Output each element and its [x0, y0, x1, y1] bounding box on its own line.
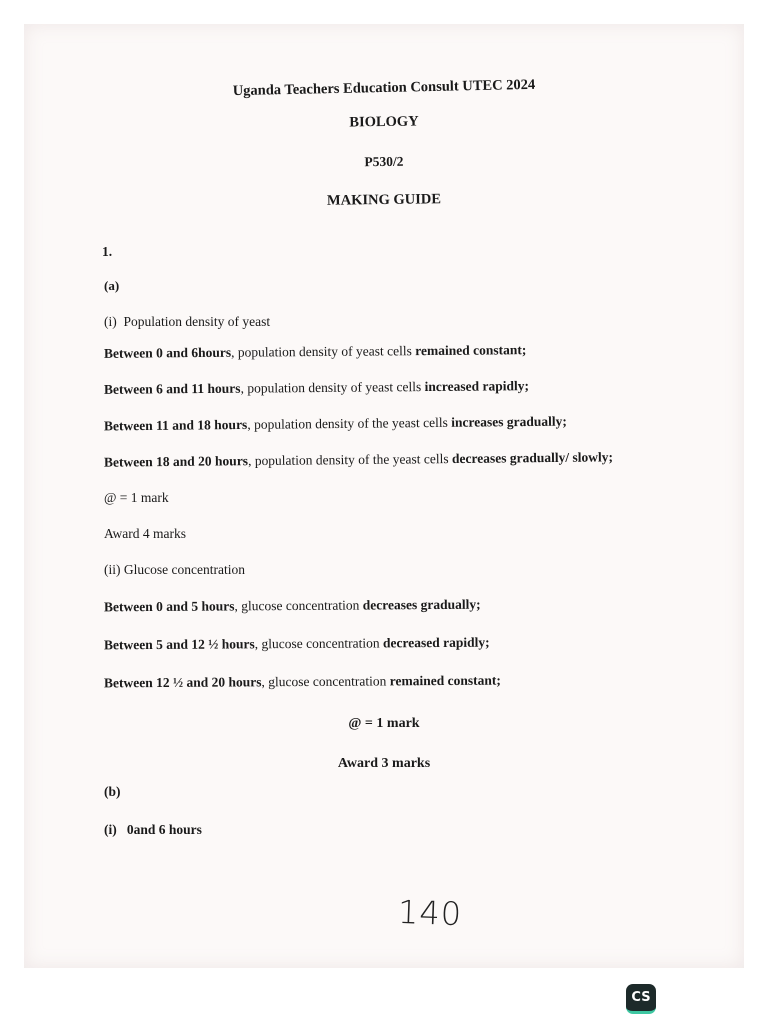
camscanner-logo-icon: CS — [626, 984, 656, 1014]
mark-note-centered: @ = 1 mark — [348, 716, 420, 731]
part-b-label: (b) — [104, 784, 121, 799]
organization-title: Uganda Teachers Education Consult UTEC 2024 — [232, 76, 536, 100]
question-number: 1. — [102, 244, 113, 259]
award-marks-centered: Award 3 marks — [337, 756, 431, 771]
part-b-i-label: (i) 0and 6 hours — [104, 822, 202, 837]
part-a-label: (a) — [104, 278, 120, 293]
document-title: MAKING GUIDE — [326, 191, 442, 209]
award-marks: Award 4 marks — [104, 526, 186, 541]
paper-code: P530/2 — [364, 153, 404, 170]
answer-line: Between 18 and 20 hours, population density of the yeast cells decreases gradually/ slowly; — [103, 449, 614, 470]
answer-line: Between 0 and 5 hours, glucose concentration decreases gradually; — [103, 596, 481, 615]
sub-i-heading: (i) Population density of yeast — [104, 314, 271, 329]
answer-line: Between 12 ½ and 20 hours, glucose concentration remained constant; — [103, 672, 501, 691]
subject-title: BIOLOGY — [349, 113, 419, 131]
answer-line: Between 11 and 18 hours, population density of the yeast cells increases gradually; — [103, 413, 567, 434]
mark-note: @ = 1 mark — [104, 490, 169, 505]
sub-ii-heading: (ii) Glucose concentration — [104, 562, 245, 577]
handwritten-page-number: 140 — [397, 892, 463, 934]
answer-line: Between 6 and 11 hours, population density of yeast cells increased rapidly; — [103, 378, 530, 397]
answer-line: Between 5 and 12 ½ hours, glucose concentration decreased rapidly; — [103, 634, 490, 653]
document-page — [24, 24, 744, 968]
answer-line: Between 0 and 6hours, population density of yeast cells remained constant; — [103, 342, 527, 361]
